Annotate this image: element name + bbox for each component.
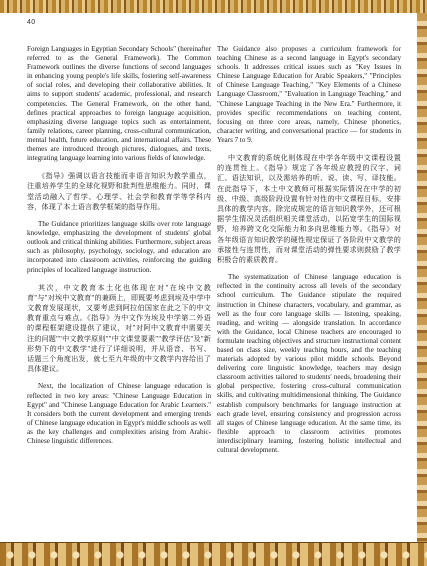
paragraph: Next, the localization of Chinese language education is reflected in two key areas: "Chinese Language Education in Egypt" and "Chinese Language Education for Arabic Learners." It considers both the current development and emerging trends of Chinese language education in Egypt's middle schools as well as the key challenges and complexities arising from Arabic-Chinese linguistic differences.: [27, 382, 211, 445]
paragraph: The systematization of Chinese language education is reflected in the continuity across all levels of the secondary school curriculum. The Guidance stipulate the required instruction in Chinese characters, vocabulary, and grammar, as well as the four core language skills — listening, speaking, reading, and writing — alongside translation. In accordance with the Guidance, local Chinese teachers are encouraged to formulate teaching objectives and structure instructional content based on class size, weekly teaching hours, and the teaching materials adopted by various pilot middle schools. Beyond delivering core linguistic knowledge, teachers may design classroom activities tailored to students' needs, broadening their global perspective, fostering cross-cultural communication skills, and cultivating multidimensional thinking. The Guidance establish compulsory benchmarks for language instruction at each grade level, ensuring consistency and progression across all stages of Chinese language education. At the same time, its flexible approach to classroom activities promotes interdisciplinary learning, fostering holistic intellectual and cultural development.: [217, 273, 401, 455]
paragraph-chinese: 其次，中文教育本土化也体现在对"在埃中文教育"与"对埃中文教育"的兼顾上，即既要考虑到埃及中学中文教育发展现状，又要考虑到阿拉伯国家在此之下的中文教育重点与难点。《指导》为中文作为埃及中学第二外语的课程框架建设提供了建议，对"对阿中文教育中需要关注的问题""中文教学原则""中文课堂要素""教学评估"及"新形势下的中文教学"进行了详细说明，并从语音、书写、话题三个角度出发，就七至九年级的中文教学内容给出了具体建议。: [27, 283, 211, 374]
right-column: [217, 45, 401, 455]
left-column: [27, 45, 211, 446]
paragraph-chinese: 《指导》强调以语言技能而非语言知识为教学重点，注重培养学生的全球化视野和批判性思维能力。同时，课堂活动融入了哲学、心理学、社会学和教育学等学科内容，体现了本土语言教学框架的指导作用。: [27, 172, 211, 211]
paragraph: The Guidance prioritizes language skills over rote language knowledge, emphasizing the development of students' global outlook and critical thinking abilities. Furthermore, subject areas such as philosophy, psychology, sociology, and education are incorporated into classroom activities, reinforcing the guiding principles of localized language instruction.: [27, 220, 211, 274]
decorative-header-band: [0, 0, 427, 13]
page-number: 40: [27, 19, 36, 26]
paragraph: The Guidance also proposes a curriculum framework for teaching Chinese as a second language in Egypt's secondary schools. It addresses critical issues such as "Key Issues in Chinese Language Education for Arabic Speakers," "Principles of Chinese Language Teaching," "Key Elements of a Chinese Language Classroom," "Evaluation in Language Teaching," and "Chinese Language Teaching in the New Era." Furthermore, it provides specific recommendations on teaching content, focusing on three core areas, namely, Chinese phonetics, character writing, and conversational practice — for students in Years 7 to 9.: [217, 45, 401, 144]
paragraph-chinese: 中文教育的系统化则体现在中学各年级中文课程设置的连贯性上。《指导》规定了各年级应教授的汉字、词汇、语法知识，以及需培养的听、说、读、写、译技能。在此指导下，本土中文教师可根据实际情况在中学的初级、中级、高级阶段设置有针对性的中文课程目标，安排具体的教学内容。除完成规定的语言知识教学外，还可根据学生情况灵活组织相关课堂活动，以拓宽学生的国际视野，培养跨文化交际能力和多向思维能力等。《指导》对各年级语言知识教学的硬性规定保证了各阶段中文教学的承接性与连贯性，而对课堂活动的弹性要求则鼓励了教学积极合的素质教育。: [217, 154, 401, 265]
decorative-side-strip: [417, 13, 427, 543]
paragraph: Foreign Languages in Egyptian Secondary Schools" (hereinafter referred to as the General Framework). The Common Framework outlines the diverse functions of second languages in enhancing young people's life skills, fostering self-awareness of social roles, and developing their collaborative abilities. It aims to support students' academic, professional, and research competencies. The General Framework, on the other hand, defines practical approaches to foreign language acquisition, emphasizing diverse language topics such as entertainment, family relations, career planning, cross-cultural communication, mental health, future education, and international affairs. These themes are introduced through pictures, dialogues, and texts, integrating language learning into various fields of knowledge.: [27, 45, 211, 163]
decorative-footer-band: [0, 542, 427, 566]
